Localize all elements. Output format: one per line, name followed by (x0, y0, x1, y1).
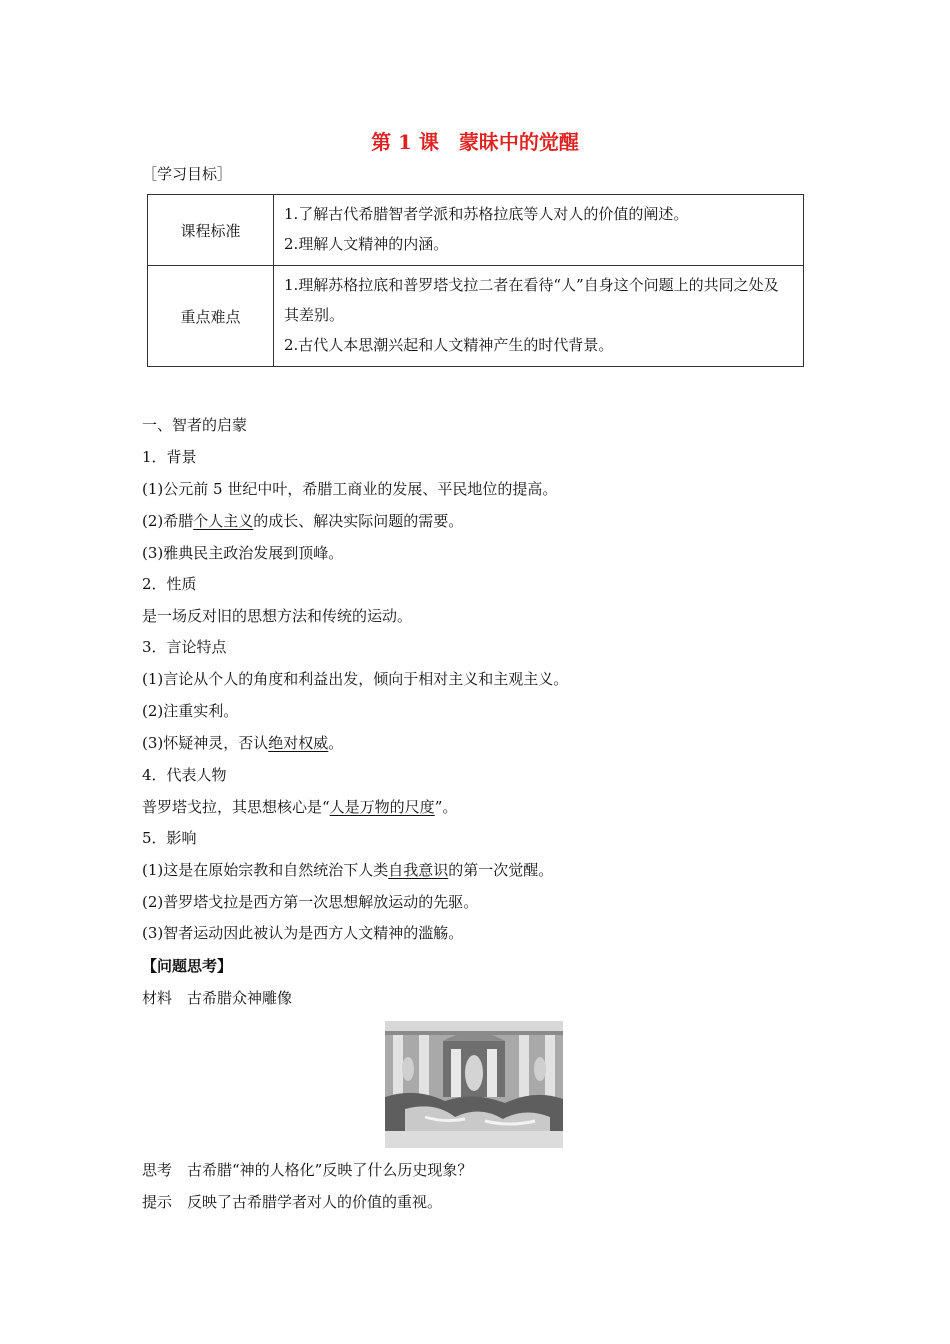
page-title: 第 1 课 蒙昧中的觉醒 (371, 130, 579, 154)
text-line: (1)言论从个人的角度和利益出发，倾向于相对主义和主观主义。 (142, 670, 569, 688)
underlined-term: 个人主义 (193, 512, 254, 530)
text-segment: (3)怀疑神灵，否认 (142, 734, 269, 752)
text-segment: (2)希腊 (142, 512, 194, 530)
subheading-nature: 2．性质 (142, 575, 197, 593)
underlined-term: 自我意识 (388, 861, 449, 879)
think-line: 思考 古希腊“神的人格化”反映了什么历史现象？ (142, 1161, 473, 1179)
text-line: (3)雅典民主政治发展到顶峰。 (142, 544, 344, 562)
text-line: (2)普罗塔戈拉是西方第一次思想解放运动的先驱。 (142, 893, 479, 911)
table-row (148, 266, 804, 367)
underlined-term: 人是万物的尺度 (329, 798, 435, 816)
goal-item: 1.理解苏格拉底和普罗塔戈拉二者在看待“人”自身这个问题上的共同之处及其差别。 (284, 276, 779, 324)
subheading-speech: 3．言论特点 (142, 638, 227, 656)
subheading-representative: 4．代表人物 (142, 766, 227, 784)
text-line (142, 732, 343, 753)
row-body (274, 266, 804, 367)
text-segment: 的第一次觉醒。 (448, 861, 554, 879)
table-row (148, 195, 804, 266)
goal-item: 2.古代人本思潮兴起和人文精神产生的时代背景。 (284, 336, 614, 354)
underlined-term: 绝对权威 (268, 734, 329, 752)
row-body (274, 195, 804, 266)
text-line: (3)智者运动因此被认为是西方人文精神的滥觞。 (142, 924, 464, 942)
row-head: 重点难点 (148, 266, 274, 367)
text-segment: (1)这是在原始宗教和自然统治下人类 (142, 861, 389, 879)
question-heading: 【问题思考】 (142, 957, 233, 975)
text-segment: ”。 (434, 798, 458, 816)
text-line: 是一场反对旧的思想方法和传统的运动。 (142, 607, 413, 625)
text-segment: 的成长、解决实际问题的需要。 (253, 512, 464, 530)
goal-item: 1.了解古代希腊智者学派和苏格拉底等人对人的价值的阐述。 (284, 205, 689, 223)
row-head: 课程标准 (148, 195, 274, 266)
text-line (142, 510, 463, 531)
subheading-influence: 5．影响 (142, 829, 197, 847)
subheading-background: 1．背景 (142, 448, 197, 466)
goals-label: ［学习目标］ (142, 165, 233, 183)
text-line (142, 796, 457, 817)
text-line (142, 859, 553, 880)
hint-line: 提示 反映了古希腊学者对人的价值的重视。 (142, 1193, 443, 1211)
section-heading: 一、智者的启蒙 (142, 416, 248, 434)
text-line: (1)公元前 5 世纪中叶，希腊工商业的发展、平民地位的提高。 (142, 480, 558, 498)
goals-table (147, 194, 804, 367)
text-line: (2)注重实利。 (142, 702, 239, 720)
statue-photo (385, 1021, 563, 1148)
text-segment: 。 (328, 734, 344, 752)
fountain-image (385, 1021, 563, 1148)
text-segment: 普罗塔戈拉，其思想核心是“ (142, 798, 330, 816)
material-line: 材料 古希腊众神雕像 (142, 989, 293, 1007)
goal-item: 2.理解人文精神的内涵。 (284, 235, 449, 253)
